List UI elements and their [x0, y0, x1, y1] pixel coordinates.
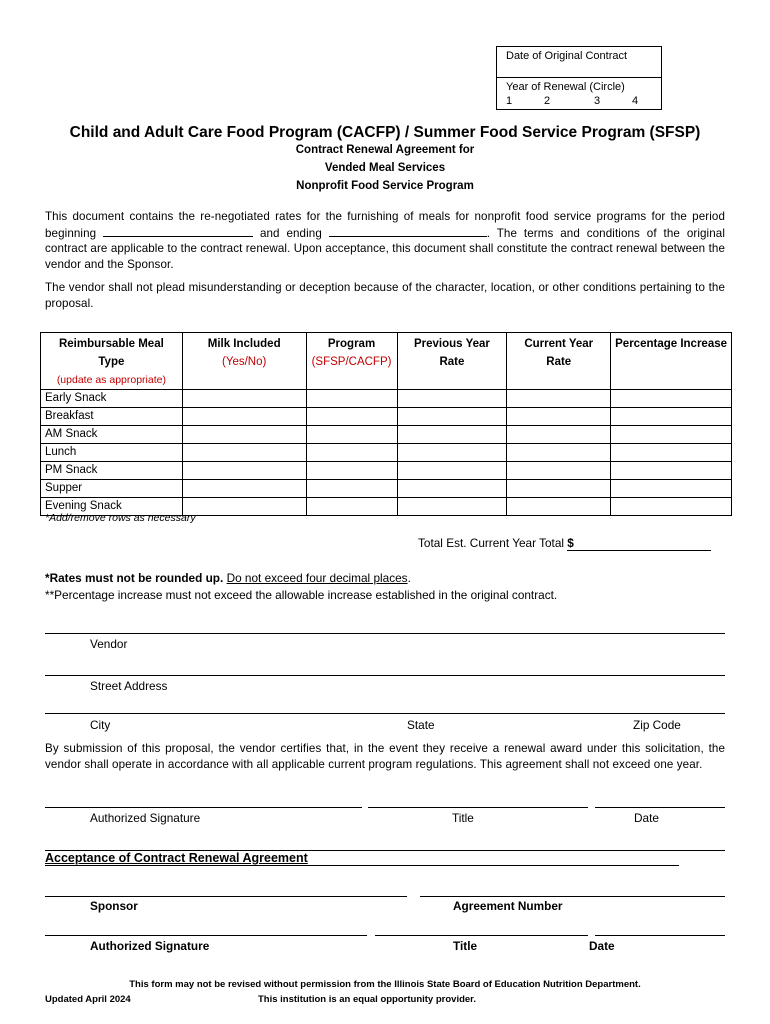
sponsor-date-field[interactable]: [595, 935, 725, 936]
renewal-year-2[interactable]: 2: [544, 95, 551, 107]
percentage-cell[interactable]: [611, 480, 732, 498]
col-program-note: (SFSP/CACFP): [311, 356, 392, 368]
percentage-cell[interactable]: [611, 426, 732, 444]
col-milk-title: Milk Included: [207, 338, 281, 350]
col-meal-type-title: Reimbursable Meal Type: [58, 338, 164, 368]
previous-rate-cell[interactable]: [397, 426, 507, 444]
milk-cell[interactable]: [182, 498, 306, 516]
vendor-field[interactable]: [45, 633, 725, 634]
zip-label: Zip Code: [633, 718, 681, 732]
footer-equal-opportunity: This institution is an equal opportunity provider.: [258, 994, 476, 1005]
city-state-zip-field[interactable]: [45, 713, 725, 714]
col-previous-rate-header: Previous Year Rate: [397, 333, 507, 390]
vendor-title-label: Title: [452, 811, 474, 825]
current-rate-cell[interactable]: [507, 444, 611, 462]
sponsor-date-label: Date: [589, 939, 615, 953]
program-cell[interactable]: [306, 444, 397, 462]
milk-cell[interactable]: [182, 390, 306, 408]
previous-rate-cell[interactable]: [397, 444, 507, 462]
previous-rate-cell[interactable]: [397, 480, 507, 498]
col-program-header: [306, 333, 397, 390]
col-meal-type-header: [41, 333, 183, 390]
current-rate-cell[interactable]: [507, 408, 611, 426]
sponsor-field[interactable]: [45, 896, 407, 897]
certification-paragraph: By submission of this proposal, the vendor certifies that, in the event they receive a renewal award under this solicitation, the vendor shall operate in accordance with all applicable current program regulations. This agreement shall not exceed one year.: [45, 742, 725, 771]
period-end-field[interactable]: [329, 225, 487, 237]
milk-cell[interactable]: [182, 426, 306, 444]
vendor-date-field[interactable]: [595, 807, 725, 808]
program-cell[interactable]: [306, 408, 397, 426]
meal-type-cell: Breakfast: [41, 408, 183, 426]
previous-rate-cell[interactable]: [397, 462, 507, 480]
percentage-cell[interactable]: [611, 444, 732, 462]
percentage-cell[interactable]: [611, 462, 732, 480]
intro-paragraph-2: The vendor shall not plead misunderstanding or deception because of the character, location, or other conditions pertaining to the proposal.: [45, 281, 725, 310]
table-header-row: [41, 333, 732, 390]
renewal-year-label: Year of Renewal (Circle): [506, 81, 625, 93]
original-contract-date-field[interactable]: [497, 47, 661, 78]
col-percentage-header: Percentage Increase: [611, 333, 732, 390]
renewal-year-3[interactable]: 3: [594, 95, 601, 107]
current-rate-cell[interactable]: [507, 390, 611, 408]
program-cell[interactable]: [306, 462, 397, 480]
total-amount-field[interactable]: [567, 536, 711, 551]
percent-note: **Percentage increase must not exceed the allowable increase established in the original contract.: [45, 588, 558, 602]
meal-type-cell: Early Snack: [41, 390, 183, 408]
form-subtitle-2: Vended Meal Services: [324, 162, 446, 174]
sponsor-title-field[interactable]: [375, 935, 588, 936]
form-subtitle-1: Contract Renewal Agreement for: [295, 144, 475, 156]
table-row: [41, 408, 732, 426]
dollar-sign: $: [567, 536, 574, 550]
current-rate-cell[interactable]: [507, 498, 611, 516]
program-cell[interactable]: [306, 498, 397, 516]
table-note: *Add/remove rows as necessary: [45, 512, 196, 524]
table-row: [41, 480, 732, 498]
rates-note-underline: Do not exceed four decimal places: [226, 571, 408, 585]
previous-rate-cell[interactable]: [397, 390, 507, 408]
contract-info-box: [496, 46, 662, 110]
footer-updated: Updated April 2024: [45, 994, 131, 1005]
previous-rate-cell[interactable]: [397, 498, 507, 516]
percentage-cell[interactable]: [611, 408, 732, 426]
total-label: Total Est. Current Year Total: [418, 536, 565, 550]
percentage-cell[interactable]: [611, 390, 732, 408]
total-row: [418, 536, 711, 551]
sponsor-title-label: Title: [453, 939, 478, 953]
intro-text-a: This document contains the re-negotiated rates for the furnishing of meals for nonprofit food service programs for the period beginning: [45, 210, 725, 240]
col-program-title: Program: [327, 338, 376, 350]
vendor-date-label: Date: [634, 811, 659, 825]
agreement-number-label: Agreement Number: [453, 899, 563, 913]
current-rate-cell[interactable]: [507, 480, 611, 498]
footer-notice: This form may not be revised without permission from the Illinois State Board of Education Nutrition Department.: [129, 979, 641, 990]
table-row: [41, 426, 732, 444]
street-address-label: Street Address: [90, 679, 168, 693]
street-address-field[interactable]: [45, 675, 725, 676]
agreement-number-field[interactable]: [420, 896, 725, 897]
meal-type-cell: PM Snack: [41, 462, 183, 480]
meal-type-cell: Evening Snack: [41, 498, 183, 516]
period-begin-field[interactable]: [103, 225, 253, 237]
acceptance-heading: [45, 851, 679, 866]
original-contract-date-label: Date of Original Contract: [506, 50, 628, 62]
vendor-title-field[interactable]: [368, 807, 588, 808]
sponsor-label: Sponsor: [90, 899, 138, 913]
col-milk-note: (Yes/No): [222, 356, 267, 368]
meal-type-cell: AM Snack: [41, 426, 183, 444]
city-label: City: [90, 718, 111, 732]
vendor-signature-label: Authorized Signature: [90, 811, 201, 825]
sponsor-signature-field[interactable]: [45, 935, 367, 936]
program-cell[interactable]: [306, 480, 397, 498]
sponsor-signature-label: Authorized Signature: [90, 939, 210, 953]
program-cell[interactable]: [306, 426, 397, 444]
meal-rates-table: [40, 332, 732, 516]
program-cell[interactable]: [306, 390, 397, 408]
rates-note-bold: *Rates must not be rounded up.: [45, 571, 224, 585]
current-rate-cell[interactable]: [507, 426, 611, 444]
percentage-cell[interactable]: [611, 498, 732, 516]
form-title: Child and Adult Care Food Program (CACFP) / Summer Food Service Program (SFSP): [69, 124, 701, 141]
milk-cell[interactable]: [182, 480, 306, 498]
intro-text-b: and ending: [259, 226, 322, 240]
milk-cell[interactable]: [182, 444, 306, 462]
meal-type-cell: Supper: [41, 480, 183, 498]
renewal-year-1[interactable]: 1: [506, 95, 513, 107]
acceptance-heading-text: Acceptance of Contract Renewal Agreement: [45, 851, 308, 865]
previous-rate-cell[interactable]: [397, 408, 507, 426]
intro-text-c: . The terms and conditions of the original contract are applicable to the contract renewal. Upon acceptance, this document shall constitute the contract renewal between the vendor and the Sponsor.: [45, 226, 726, 271]
current-rate-cell[interactable]: [507, 462, 611, 480]
col-milk-header: [182, 333, 306, 390]
renewal-year-field[interactable]: [497, 78, 661, 108]
col-meal-type-note: (update as appropriate): [56, 374, 166, 386]
rates-note: [45, 571, 411, 585]
rates-note-end: .: [407, 571, 411, 585]
milk-cell[interactable]: [182, 408, 306, 426]
renewal-year-4[interactable]: 4: [632, 95, 639, 107]
table-row: [41, 462, 732, 480]
table-row: [41, 390, 732, 408]
table-row: [41, 444, 732, 462]
form-subtitle-3: Nonprofit Food Service Program: [296, 180, 474, 192]
meal-type-cell: Lunch: [41, 444, 183, 462]
milk-cell[interactable]: [182, 462, 306, 480]
vendor-label: Vendor: [90, 637, 128, 651]
state-label: State: [407, 718, 435, 732]
vendor-signature-field[interactable]: [45, 807, 362, 808]
col-current-rate-header: Current Year Rate: [507, 333, 611, 390]
intro-paragraph: [45, 209, 725, 272]
